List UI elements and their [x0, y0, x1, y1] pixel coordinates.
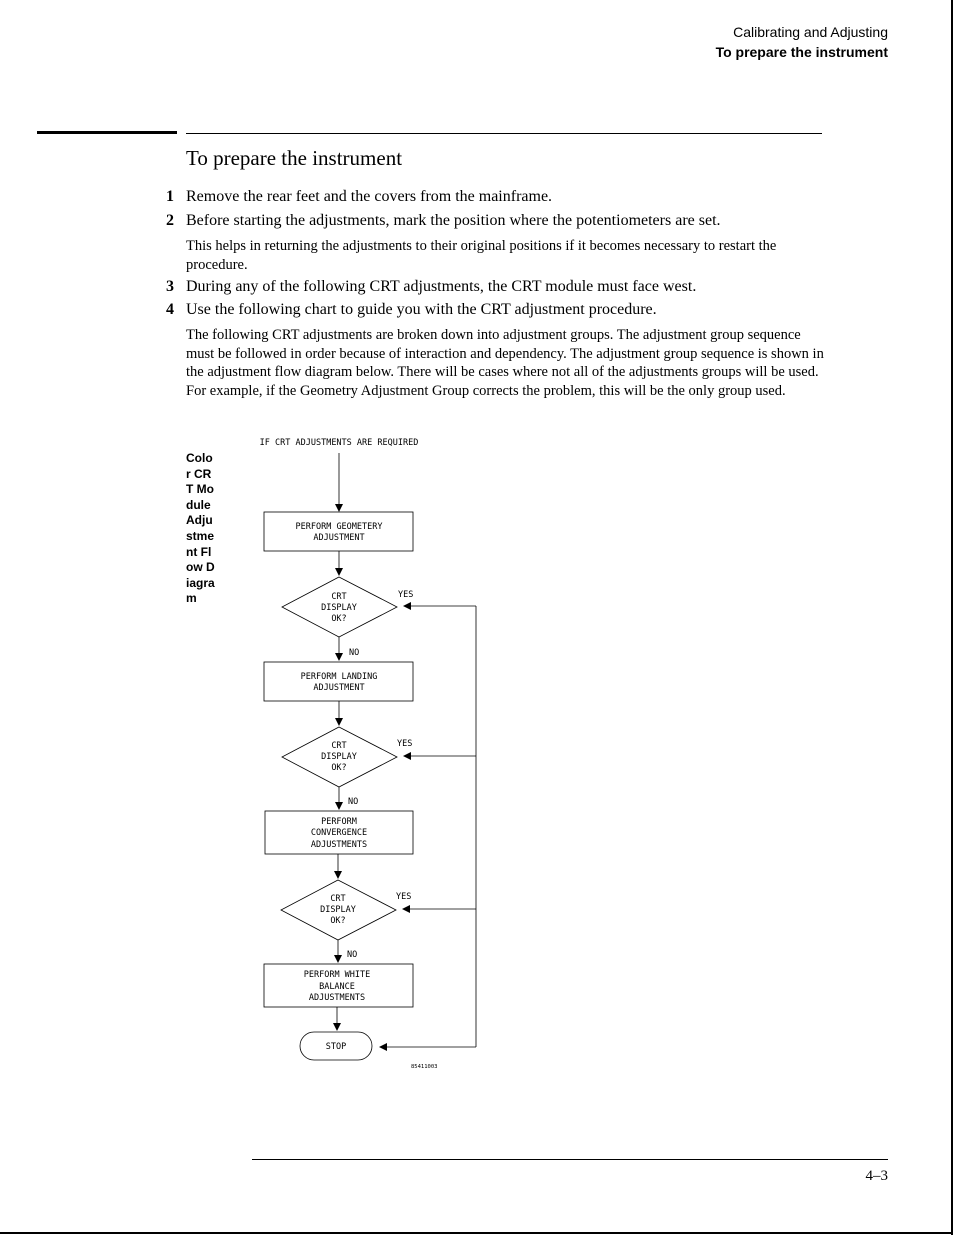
- page-title: To prepare the instrument: [186, 146, 403, 170]
- step-number: 2: [166, 212, 174, 229]
- decision-label: DISPLAY: [321, 603, 357, 613]
- box-label: ADJUSTMENTS: [310, 840, 368, 850]
- yes-label: YES: [397, 739, 413, 749]
- box-label: ADJUSTMENT: [313, 533, 365, 543]
- box-label: PERFORM GEOMETERY: [295, 522, 383, 532]
- step-text: Remove the rear feet and the covers from the mainframe.: [186, 188, 553, 205]
- box-label: PERFORM LANDING: [300, 672, 378, 682]
- step-number: 4: [166, 301, 174, 318]
- no-label: NO: [348, 797, 359, 807]
- box-label: PERFORM: [321, 817, 357, 827]
- start-condition-label: IF CRT ADJUSTMENTS ARE REQUIRED: [259, 438, 419, 448]
- no-label: NO: [349, 648, 360, 658]
- decision-label: DISPLAY: [320, 905, 356, 915]
- page-number: 4–3: [865, 1168, 888, 1184]
- running-header-section: To prepare the instrument: [715, 44, 888, 60]
- decision-label: CRT: [330, 894, 346, 904]
- stop-label: STOP: [325, 1042, 347, 1052]
- decision-label: CRT: [331, 741, 347, 751]
- box-label: BALANCE: [319, 982, 355, 992]
- footer-rule: [252, 1159, 888, 1160]
- box-label: PERFORM WHITE: [303, 970, 371, 980]
- box-label: ADJUSTMENT: [313, 683, 365, 693]
- no-label: NO: [347, 950, 358, 960]
- step-number: 1: [166, 188, 174, 205]
- figure-id: 85411003: [411, 1064, 438, 1070]
- running-header-chapter: Calibrating and Adjusting: [733, 24, 888, 40]
- decision-label: DISPLAY: [321, 752, 357, 762]
- step-2-note: This helps in returning the adjustments to their original positions if it becomes necessary to restart the procedure.: [186, 238, 777, 273]
- decision-label: OK?: [331, 763, 347, 773]
- decision-label: OK?: [331, 614, 347, 624]
- step-text: Before starting the adjustments, mark the position where the potentiometers are set.: [186, 212, 721, 229]
- decision-label: CRT: [331, 592, 347, 602]
- step-number: 3: [166, 278, 174, 295]
- yes-label: YES: [396, 892, 412, 902]
- box-label: CONVERGENCE: [310, 828, 368, 838]
- yes-label: YES: [398, 590, 414, 600]
- figure-caption: Color CRT Module Adjustment Flow Diagram: [186, 451, 215, 606]
- step-text: Use the following chart to guide you with the CRT adjustment procedure.: [186, 301, 657, 318]
- step-text: During any of the following CRT adjustments, the CRT module must face west.: [186, 278, 697, 295]
- step-4-note: The following CRT adjustments are broken down into adjustment groups. The adjustment group sequence must be followed in order because of interaction and dependency. The adjustment group sequence is shown in the adjustment flow diagram below. There will be cases where not all of the adjustments groups will be used. For example, if the Geometry Adjustment Group corrects the problem, this will be the only group used.: [186, 327, 824, 399]
- decision-label: OK?: [330, 916, 346, 926]
- box-label: ADJUSTMENTS: [308, 993, 366, 1003]
